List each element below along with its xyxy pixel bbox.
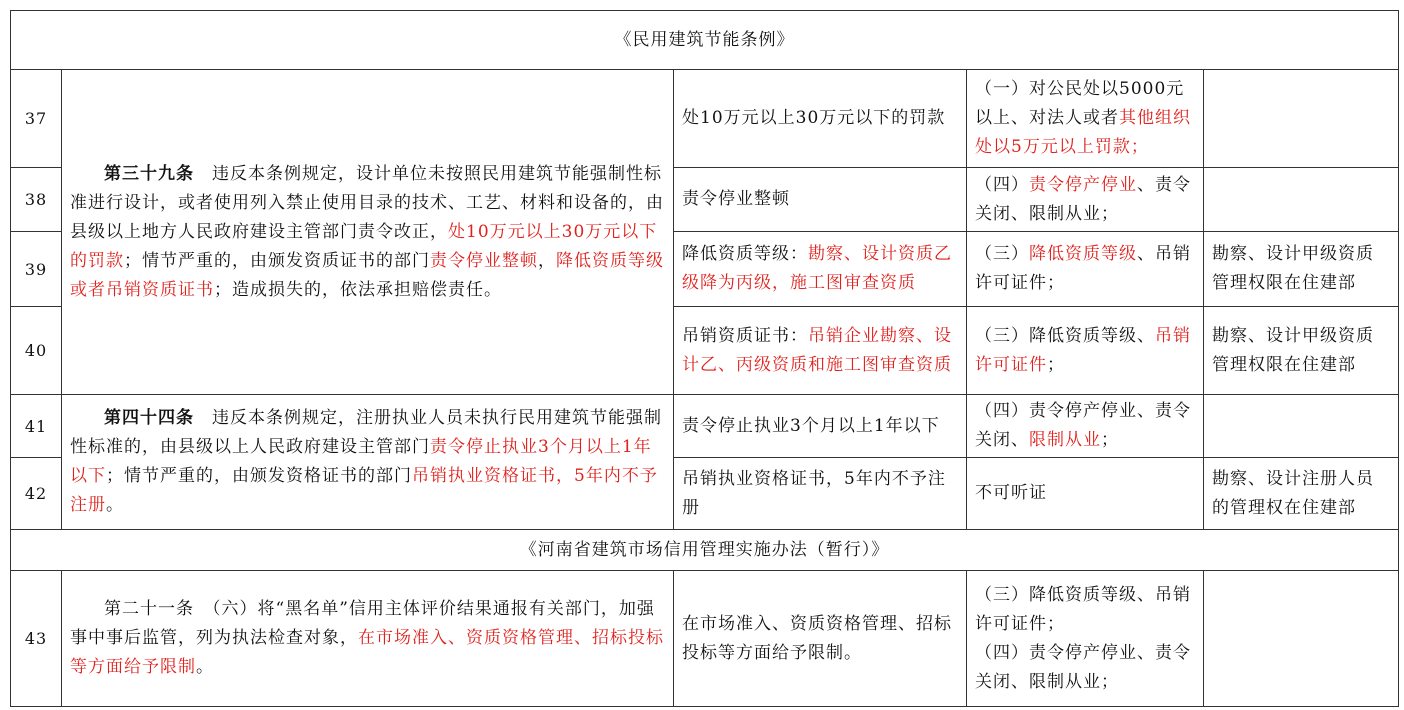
row-number: 41 [11, 395, 62, 458]
authority-cell [1204, 395, 1399, 458]
penalty-cell: 降低资质等级：勘察、设计资质乙级降为丙级，施工图审查资质 [674, 232, 967, 307]
article-21-cell: 第二十一条 （六）将“黑名单”信用主体评价结果通报有关部门，加强事中事后监管，列为执法检查对象，在市场准入、资质资格管理、招标投标等方面给予限制。 [62, 571, 674, 707]
section-title-1: 《民用建筑节能条例》 [11, 11, 1399, 70]
penalty-cell: 吊销执业资格证书，5年内不予注册 [674, 458, 967, 530]
discretion-cell: （三）降低资质等级、吊销许可证件； [967, 307, 1204, 395]
authority-cell: 勘察、设计甲级资质管理权限在住建部 [1204, 307, 1399, 395]
discretion-cell: （三）降低资质等级、吊销许可证件； [967, 232, 1204, 307]
authority-cell: 勘察、设计注册人员的管理权在住建部 [1204, 458, 1399, 530]
row-number: 40 [11, 307, 62, 395]
row-number: 43 [11, 571, 62, 707]
section-title-2: 《河南省建筑市场信用管理实施办法（暂行）》 [11, 530, 1399, 571]
penalty-cell: 处10万元以上30万元以下的罚款 [674, 70, 967, 168]
article-39-cell: 第三十九条 违反本条例规定，设计单位未按照民用建筑节能强制性标准进行设计，或者使用列入禁止使用目录的技术、工艺、材料和设备的，由县级以上地方人民政府建设主管部门责令改正，处10万元以上30万元以下的罚款；情节严重的，由颁发资质证书的部门责令停业整顿，降低资质等级或者吊销资质证书；造成损失的，依法承担赔偿责任。 [62, 70, 674, 395]
discretion-cell: （一）对公民处以5000元以上、对法人或者其他组织处以5万元以上罚款； [967, 70, 1204, 168]
discretion-cell: （四）责令停产停业、责令关闭、限制从业； [967, 395, 1204, 458]
penalty-cell: 吊销资质证书：吊销企业勘察、设计乙、丙级资质和施工图审查资质 [674, 307, 967, 395]
table-row-37 [11, 70, 1399, 168]
authority-cell [1204, 70, 1399, 168]
discretion-cell: 不可听证 [967, 458, 1204, 530]
authority-cell [1204, 571, 1399, 707]
penalty-cell: 责令停业整顿 [674, 168, 967, 232]
authority-cell [1204, 168, 1399, 232]
authority-cell: 勘察、设计甲级资质管理权限在住建部 [1204, 232, 1399, 307]
row-number: 37 [11, 70, 62, 168]
penalty-cell: 在市场准入、资质资格管理、招标投标等方面给予限制。 [674, 571, 967, 707]
penalty-table [10, 10, 1399, 707]
article-44-cell: 第四十四条 违反本条例规定，注册执业人员未执行民用建筑节能强制性标准的，由县级以上人民政府建设主管部门责令停止执业3个月以上1年以下；情节严重的，由颁发资格证书的部门吊销执业资格证书，5年内不予注册。 [62, 395, 674, 530]
table-row-43 [11, 571, 1399, 707]
row-number: 42 [11, 458, 62, 530]
row-number: 38 [11, 168, 62, 232]
discretion-cell: （三）降低资质等级、吊销许可证件； （四）责令停产停业、责令关闭、限制从业； [967, 571, 1204, 707]
penalty-cell: 责令停止执业3个月以上1年以下 [674, 395, 967, 458]
table-row-41 [11, 395, 1399, 458]
row-number: 39 [11, 232, 62, 307]
discretion-cell: （四）责令停产停业、责令关闭、限制从业； [967, 168, 1204, 232]
